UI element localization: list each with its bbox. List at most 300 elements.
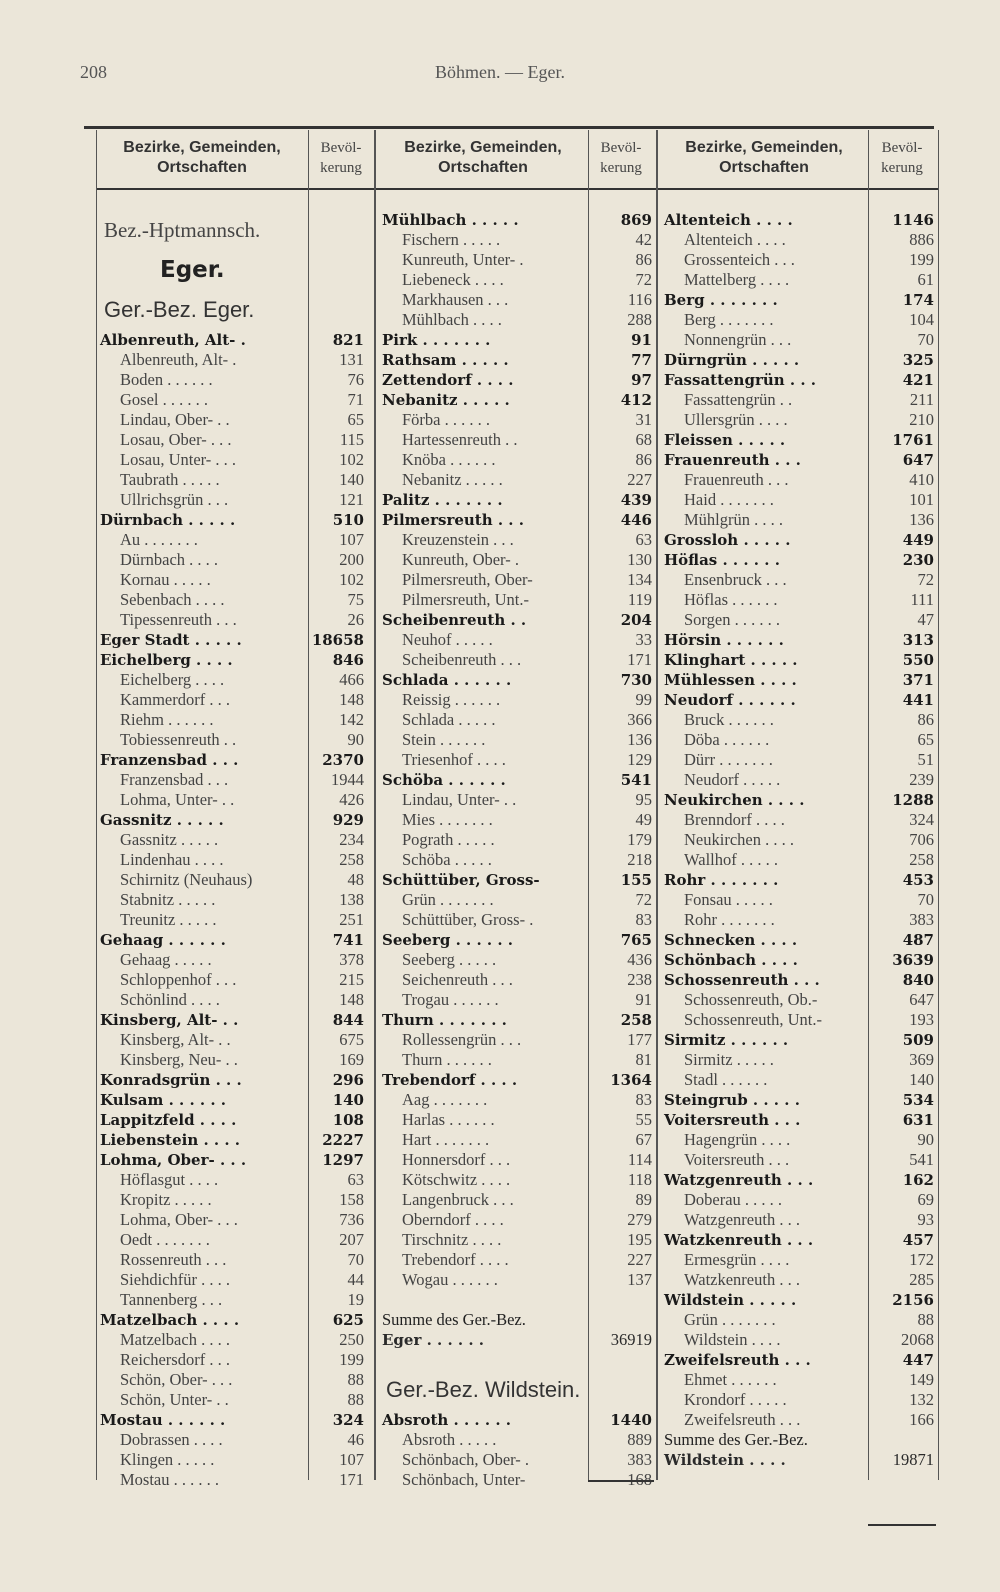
population-value: 77	[631, 351, 652, 369]
place-name: Treunitz . . . . .	[120, 910, 217, 929]
population-value: 71	[347, 390, 364, 409]
population-value: 102	[339, 570, 364, 589]
population-value: 383	[627, 1450, 652, 1469]
locality-row	[100, 1290, 364, 1310]
population-value: 162	[902, 1171, 934, 1189]
place-name: Seichenreuth . . .	[402, 970, 513, 989]
population-value: 68	[635, 430, 652, 449]
place-name: Dürngrün . . . . .	[664, 351, 800, 369]
population-value: 199	[909, 250, 934, 269]
locality-row	[382, 1450, 652, 1470]
population-value: 18658	[311, 631, 364, 649]
locality-row	[382, 690, 652, 710]
place-name: Oberndorf . . . .	[402, 1210, 504, 1229]
community-row	[100, 330, 364, 350]
place-name: Seeberg . . . . . .	[382, 931, 514, 949]
locality-row	[100, 370, 364, 390]
population-value: 171	[627, 650, 652, 669]
population-value: 1761	[892, 431, 934, 449]
place-name: Schossenreuth, Unt.-	[684, 1010, 822, 1029]
locality-row	[100, 1390, 364, 1410]
place-name: Klingen . . . . .	[120, 1450, 215, 1469]
locality-row	[664, 890, 934, 910]
locality-row	[382, 1170, 652, 1190]
place-name: Ermesgrün . . . .	[684, 1250, 790, 1269]
locality-row	[100, 870, 364, 890]
locality-row	[382, 950, 652, 970]
locality-row	[100, 730, 364, 750]
place-name: Schlada . . . . .	[402, 710, 496, 729]
population-value: 550	[902, 651, 934, 669]
population-value: 457	[902, 1231, 934, 1249]
community-row	[100, 1090, 364, 1110]
population-value: 1288	[892, 791, 934, 809]
place-name: Neukirchen . . . .	[684, 830, 794, 849]
population-value: 101	[909, 490, 934, 509]
place-name: Neukirchen . . . .	[664, 791, 805, 809]
place-name: Harlas . . . . . .	[402, 1110, 495, 1129]
locality-row	[382, 850, 652, 870]
locality-row	[382, 1430, 652, 1450]
place-name: Thurn . . . . . .	[402, 1050, 492, 1069]
place-name: Kornau . . . . .	[120, 570, 211, 589]
population-value: 55	[635, 1110, 652, 1129]
place-name: Frauenreuth . . .	[664, 451, 801, 469]
locality-row	[664, 1370, 934, 1390]
locality-row	[100, 770, 364, 790]
community-row	[664, 1090, 934, 1110]
place-name: Wogau . . . . . .	[402, 1270, 498, 1289]
place-name: Schnecken . . . .	[664, 931, 798, 949]
population-value: 49	[635, 810, 652, 829]
population-value: 541	[909, 1150, 934, 1169]
community-row	[382, 770, 652, 790]
population-value: 93	[917, 1210, 934, 1229]
population-value: 67	[635, 1130, 652, 1149]
population-value: 47	[917, 610, 934, 629]
place-name: Mostau . . . . . .	[120, 1470, 219, 1489]
place-name: Sirmitz . . . . .	[684, 1050, 774, 1069]
header-pop-label: Bevöl- kerung	[320, 140, 362, 176]
locality-row	[382, 970, 652, 990]
community-row	[382, 870, 652, 890]
community-row	[664, 450, 934, 470]
population-value: 90	[917, 1130, 934, 1149]
population-value: 1297	[322, 1151, 364, 1169]
place-name: Fischern . . . . .	[402, 230, 501, 249]
place-name: Schöba . . . . .	[402, 850, 492, 869]
place-name: Watzkenreuth . . .	[684, 1270, 800, 1289]
locality-row	[382, 290, 652, 310]
population-value: 541	[620, 771, 652, 789]
sum-rule	[588, 1480, 654, 1482]
locality-row	[382, 1030, 652, 1050]
population-value: 250	[339, 1330, 364, 1349]
place-name: Schossenreuth . . .	[664, 971, 820, 989]
locality-row	[382, 1230, 652, 1250]
community-row	[664, 970, 934, 990]
place-name: Grün . . . . . . .	[402, 890, 494, 909]
locality-row	[100, 850, 364, 870]
locality-row	[100, 1350, 364, 1370]
place-name: Hart . . . . . . .	[402, 1130, 490, 1149]
population-value: 258	[909, 850, 934, 869]
place-name: Watzkenreuth . . .	[664, 1231, 814, 1249]
locality-row	[100, 1170, 364, 1190]
column-rule	[96, 130, 97, 1480]
place-name: Kunreuth, Unter- .	[402, 250, 524, 269]
population-value: 436	[627, 950, 652, 969]
place-name: Pilmersreuth . . .	[382, 511, 524, 529]
population-value: 171	[339, 1470, 364, 1489]
district-total-row	[382, 1330, 652, 1350]
place-name: Fonsau . . . . .	[684, 890, 773, 909]
locality-row	[382, 550, 652, 570]
locality-row	[100, 1030, 364, 1050]
locality-row	[664, 330, 934, 350]
population-value: 378	[339, 950, 364, 969]
population-value: 137	[627, 1270, 652, 1289]
place-name: Eger.	[160, 257, 225, 283]
community-row	[664, 930, 934, 950]
place-name: Schönbach . . . .	[664, 951, 798, 969]
locality-row	[664, 910, 934, 930]
place-name: Taubrath . . . . .	[120, 470, 220, 489]
district-name-heading	[100, 250, 364, 290]
court-district-heading	[382, 1370, 652, 1410]
community-row	[664, 550, 934, 570]
population-value: 179	[627, 830, 652, 849]
place-name: Trebendorf . . . .	[402, 1250, 509, 1269]
place-name: Mühlgrün . . . .	[684, 510, 783, 529]
place-name: Franzensbad . . .	[100, 751, 239, 769]
locality-row	[664, 570, 934, 590]
place-name: Nebanitz . . . . .	[382, 391, 510, 409]
community-row	[664, 1350, 934, 1370]
district-heading	[100, 210, 364, 250]
population-value: 325	[902, 351, 934, 369]
place-name: Gassnitz . . . . .	[120, 830, 219, 849]
population-value: 410	[909, 470, 934, 489]
population-value: 72	[635, 270, 652, 289]
locality-row	[664, 490, 934, 510]
population-value: 279	[627, 1210, 652, 1229]
place-name: Lindau, Ober- . .	[120, 410, 230, 429]
locality-row	[664, 810, 934, 830]
population-value: 136	[627, 730, 652, 749]
place-name: Nebanitz . . . . .	[402, 470, 503, 489]
locality-row	[100, 1470, 364, 1490]
population-value: 369	[909, 1050, 934, 1069]
population-value: 31	[635, 410, 652, 429]
locality-row	[664, 610, 934, 630]
population-value: 211	[909, 390, 934, 409]
place-name: Bruck . . . . . .	[684, 710, 774, 729]
column-3	[664, 210, 934, 1470]
header-name-col2	[378, 132, 588, 186]
place-name: Schönbach, Unter-	[402, 1470, 526, 1489]
population-value: 115	[339, 430, 364, 449]
population-value: 844	[332, 1011, 364, 1029]
place-name: Lohma, Ober- . . .	[100, 1151, 247, 1169]
population-value: 89	[635, 1190, 652, 1209]
community-row	[100, 1070, 364, 1090]
locality-row	[100, 1270, 364, 1290]
community-row	[100, 750, 364, 770]
population-value: 33	[635, 630, 652, 649]
place-name: Eger Stadt . . . . .	[100, 631, 242, 649]
place-name: Höflasgut . . . .	[120, 1170, 219, 1189]
community-row	[382, 510, 652, 530]
population-value: 90	[347, 730, 364, 749]
population-value: 736	[339, 1210, 364, 1229]
locality-row	[664, 750, 934, 770]
population-value: 91	[635, 990, 652, 1009]
place-name: Hartessenreuth . .	[402, 430, 518, 449]
population-value: 840	[902, 971, 934, 989]
population-value: 1440	[610, 1411, 652, 1429]
locality-row	[382, 890, 652, 910]
place-name: Summe des Ger.-Bez.	[664, 1430, 808, 1449]
place-name: Losau, Unter- . . .	[120, 450, 237, 469]
population-value: 509	[902, 1031, 934, 1049]
place-name: Lappitzfeld . . . .	[100, 1111, 237, 1129]
header-name-label: Bezirke, Gemeinden, Ortschaften	[404, 139, 562, 176]
place-name: Rathsam . . . . .	[382, 351, 509, 369]
locality-row	[664, 850, 934, 870]
place-name: Riehm . . . . . .	[120, 710, 214, 729]
place-name: Klinghart . . . . .	[664, 651, 798, 669]
population-value: 371	[902, 671, 934, 689]
community-row	[100, 510, 364, 530]
locality-row	[100, 670, 364, 690]
population-value: 383	[909, 910, 934, 929]
locality-row	[664, 1390, 934, 1410]
population-value: 166	[909, 1410, 934, 1429]
community-row	[664, 290, 934, 310]
place-name: Pilmersreuth, Ober-	[402, 570, 533, 589]
community-row	[664, 950, 934, 970]
place-name: Pilmersreuth, Unt.-	[402, 590, 529, 609]
district-total-row	[664, 1430, 934, 1450]
population-value: 204	[620, 611, 652, 629]
population-value: 1146	[892, 211, 934, 229]
population-value: 149	[909, 1370, 934, 1389]
population-value: 200	[339, 550, 364, 569]
locality-row	[664, 310, 934, 330]
place-name: Fleissen . . . . .	[664, 431, 786, 449]
community-row	[100, 1150, 364, 1170]
locality-row	[382, 710, 652, 730]
population-value: 741	[332, 931, 364, 949]
place-name: Seeberg . . . . .	[402, 950, 497, 969]
header-name-label: Bezirke, Gemeinden, Ortschaften	[685, 139, 843, 176]
locality-row	[382, 1270, 652, 1290]
population-value: 258	[339, 850, 364, 869]
locality-row	[100, 1330, 364, 1350]
locality-row	[664, 390, 934, 410]
locality-row	[100, 530, 364, 550]
population-value: 65	[917, 730, 934, 749]
spacer-row	[382, 1350, 652, 1370]
locality-row	[100, 1370, 364, 1390]
locality-row	[100, 1250, 364, 1270]
place-name: Förba . . . . . .	[402, 410, 490, 429]
column-rule	[938, 130, 939, 1480]
place-name: Scheibenreuth . .	[382, 611, 527, 629]
locality-row	[100, 450, 364, 470]
place-name: Hörsin . . . . . .	[664, 631, 784, 649]
place-name: Kinsberg, Alt- . .	[100, 1011, 239, 1029]
population-value: 631	[902, 1111, 934, 1129]
place-name: Berg . . . . . . .	[684, 310, 774, 329]
population-value: 91	[631, 331, 652, 349]
population-value: 140	[909, 1070, 934, 1089]
community-row	[664, 670, 934, 690]
place-name: Honnersdorf . . .	[402, 1150, 511, 1169]
community-row	[382, 390, 652, 410]
population-value: 63	[635, 530, 652, 549]
population-value: 48	[347, 870, 364, 889]
community-row	[382, 930, 652, 950]
population-value: 1364	[610, 1071, 652, 1089]
place-name: Doberau . . . . .	[684, 1190, 783, 1209]
community-row	[100, 650, 364, 670]
population-value: 51	[917, 750, 934, 769]
population-value: 210	[909, 410, 934, 429]
place-name: Dürnbach . . . . .	[100, 511, 236, 529]
population-value: 76	[347, 370, 364, 389]
locality-row	[664, 1330, 934, 1350]
population-value: 148	[339, 990, 364, 1009]
header-name-col1	[96, 132, 308, 186]
locality-row	[382, 1210, 652, 1230]
population-value: 168	[627, 1470, 652, 1489]
district-total-row	[382, 1310, 652, 1330]
header-pop-col2	[590, 132, 652, 186]
population-value: 131	[339, 350, 364, 369]
place-name: Hagengrün . . . .	[684, 1130, 791, 1149]
place-name: Reissig . . . . . .	[402, 690, 501, 709]
place-name: Wildstein . . . .	[664, 1451, 786, 1469]
place-name: Berg . . . . . . .	[664, 291, 778, 309]
population-value: 174	[902, 291, 934, 309]
place-name: Pograth . . . . .	[402, 830, 495, 849]
community-row	[382, 670, 652, 690]
population-value: 118	[627, 1170, 652, 1189]
place-name: Brenndorf . . . .	[684, 810, 785, 829]
locality-row	[100, 390, 364, 410]
population-value: 869	[620, 211, 652, 229]
locality-row	[100, 470, 364, 490]
locality-row	[382, 470, 652, 490]
place-name: Schüttüber, Gross- .	[402, 910, 534, 929]
locality-row	[382, 530, 652, 550]
place-name: Knöba . . . . . .	[402, 450, 496, 469]
place-name: Schön, Unter- . .	[120, 1390, 229, 1409]
place-name: Gehaag . . . . . .	[100, 931, 226, 949]
locality-row	[382, 1130, 652, 1150]
population-value: 447	[902, 1351, 934, 1369]
community-row	[100, 810, 364, 830]
population-value: 172	[909, 1250, 934, 1269]
population-value: 70	[347, 1250, 364, 1269]
community-row	[664, 790, 934, 810]
population-value: 86	[917, 710, 934, 729]
place-name: Tipessenreuth . . .	[120, 610, 237, 629]
locality-row	[100, 830, 364, 850]
place-name: Watzgenreuth . . .	[684, 1210, 800, 1229]
population-value: 2370	[322, 751, 364, 769]
locality-row	[664, 990, 934, 1010]
population-value: 69	[917, 1190, 934, 1209]
place-name: Dürr . . . . . . .	[684, 750, 773, 769]
place-name: Albenreuth, Alt- .	[100, 331, 246, 349]
population-value: 534	[902, 1091, 934, 1109]
place-name: Stabnitz . . . . .	[120, 890, 216, 909]
community-row	[100, 1010, 364, 1030]
population-value: 134	[627, 570, 652, 589]
community-row	[382, 1070, 652, 1090]
place-name: Sebenbach . . . .	[120, 590, 225, 609]
locality-row	[100, 410, 364, 430]
community-row	[664, 1170, 934, 1190]
locality-row	[664, 510, 934, 530]
population-value: 36919	[610, 1330, 652, 1349]
place-name: Mattelberg . . . .	[684, 270, 790, 289]
place-name: Neuhof . . . . .	[402, 630, 493, 649]
locality-row	[100, 790, 364, 810]
place-name: Trebendorf . . . .	[382, 1071, 518, 1089]
spacer-row	[382, 1290, 652, 1310]
population-value: 46	[347, 1430, 364, 1449]
population-value: 238	[627, 970, 652, 989]
place-name: Kinsberg, Alt- . .	[120, 1030, 231, 1049]
locality-row	[664, 270, 934, 290]
population-value: 625	[332, 1311, 364, 1329]
place-name: Rohr . . . . . . .	[684, 910, 775, 929]
place-name: Trogau . . . . . .	[402, 990, 499, 1009]
community-row	[664, 1230, 934, 1250]
running-head	[0, 62, 1000, 86]
place-name: Schönlind . . . .	[120, 990, 220, 1009]
population-value: 42	[635, 230, 652, 249]
locality-row	[664, 590, 934, 610]
place-name: Schloppenhof . . .	[120, 970, 237, 989]
locality-row	[664, 830, 934, 850]
population-value: 155	[620, 871, 652, 889]
population-value: 104	[909, 310, 934, 329]
population-value: 70	[917, 330, 934, 349]
place-name: Mühlessen . . . .	[664, 671, 797, 689]
population-value: 510	[332, 511, 364, 529]
community-row	[382, 210, 652, 230]
population-value: 421	[902, 371, 934, 389]
population-value: 97	[631, 371, 652, 389]
community-row	[664, 650, 934, 670]
place-name: Siehdichfür . . . .	[120, 1270, 230, 1289]
population-value: 886	[909, 230, 934, 249]
place-name: Schönbach, Ober- .	[402, 1450, 530, 1469]
place-name: Aag . . . . . . .	[402, 1090, 488, 1109]
locality-row	[664, 1050, 934, 1070]
population-value: 453	[902, 871, 934, 889]
place-name: Lohma, Ober- . . .	[120, 1210, 238, 1229]
locality-row	[100, 590, 364, 610]
header-rule	[96, 188, 938, 190]
place-name: Kinsberg, Neu- . .	[120, 1050, 238, 1069]
locality-row	[382, 650, 652, 670]
